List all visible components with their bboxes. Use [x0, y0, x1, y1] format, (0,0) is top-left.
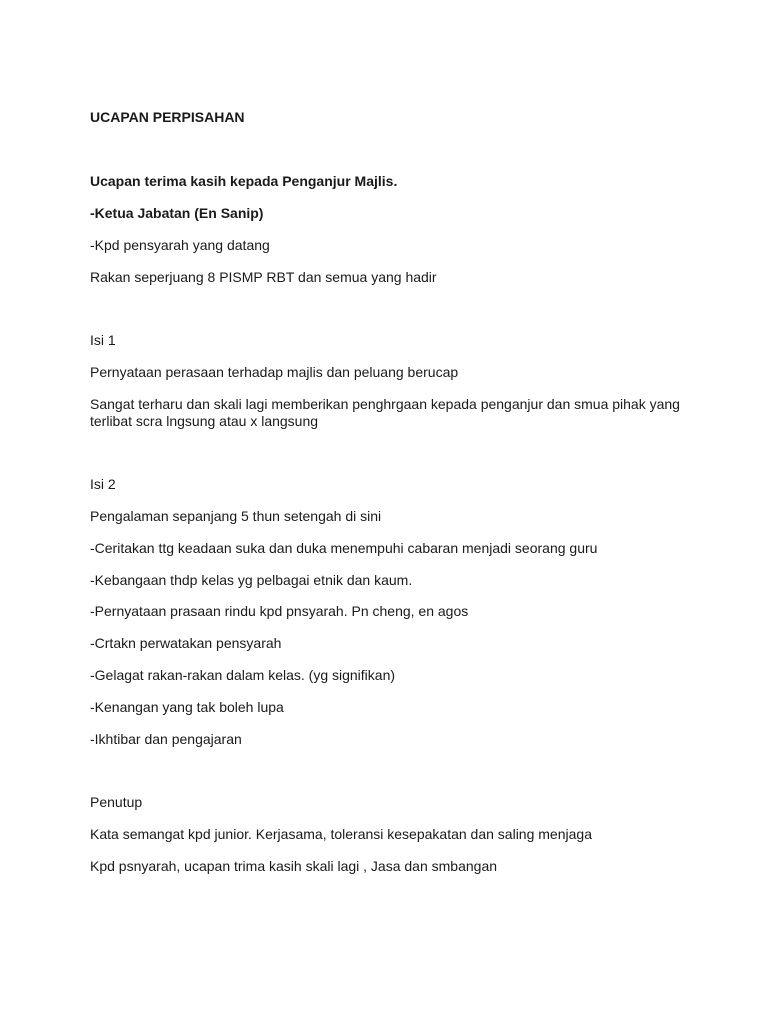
list-item: -Ceritakan ttg keadaan suka dan duka menempuhi cabaran menjadi seorang guru [90, 540, 598, 556]
list-item: -Pernyataan prasaan rindu kpd pnsyarah. Pn cheng, en agos [90, 603, 469, 619]
penutup-paragraph-1: Kata semangat kpd junior. Kerjasama, toleransi kesepakatan dan saling menjaga [90, 826, 592, 842]
list-item: -Kebangaan thdp kelas yg pelbagai etnik dan kaum. [90, 572, 413, 588]
list-item: -Crtakn perwatakan pensyarah [90, 635, 282, 651]
list-item: -Ikhtibar dan pengajaran [90, 731, 242, 747]
isi1-paragraph-1: Pernyataan perasaan terhadap majlis dan peluang berucap [90, 364, 459, 380]
isi1-paragraph-2: Sangat terharu dan skali lagi memberikan penghrgaan kepada penganjur dan smua pihak yang terlibat scra lngsung atau x langsung [90, 396, 680, 429]
penutup-heading: Penutup [90, 794, 143, 810]
isi2-paragraph-1: Pengalaman sepanjang 5 thun setengah di sini [90, 508, 382, 524]
document-title: UCAPAN PERPISAHAN [90, 109, 245, 125]
intro-pensyarah: -Kpd pensyarah yang datang [90, 237, 270, 253]
penutup-paragraph-2: Kpd psnyarah, ucapan trima kasih skali lagi , Jasa dan smbangan [90, 858, 498, 874]
isi1-heading: Isi 1 [90, 332, 116, 348]
intro-heading: Ucapan terima kasih kepada Penganjur Majlis. [90, 173, 398, 189]
intro-ketua: -Ketua Jabatan (En Sanip) [90, 205, 264, 221]
list-item: -Gelagat rakan-rakan dalam kelas. (yg signifikan) [90, 667, 396, 683]
intro-rakan: Rakan seperjuang 8 PISMP RBT dan semua yang hadir [90, 269, 437, 285]
list-item: -Kenangan yang tak boleh lupa [90, 699, 284, 715]
isi2-heading: Isi 2 [90, 476, 116, 492]
